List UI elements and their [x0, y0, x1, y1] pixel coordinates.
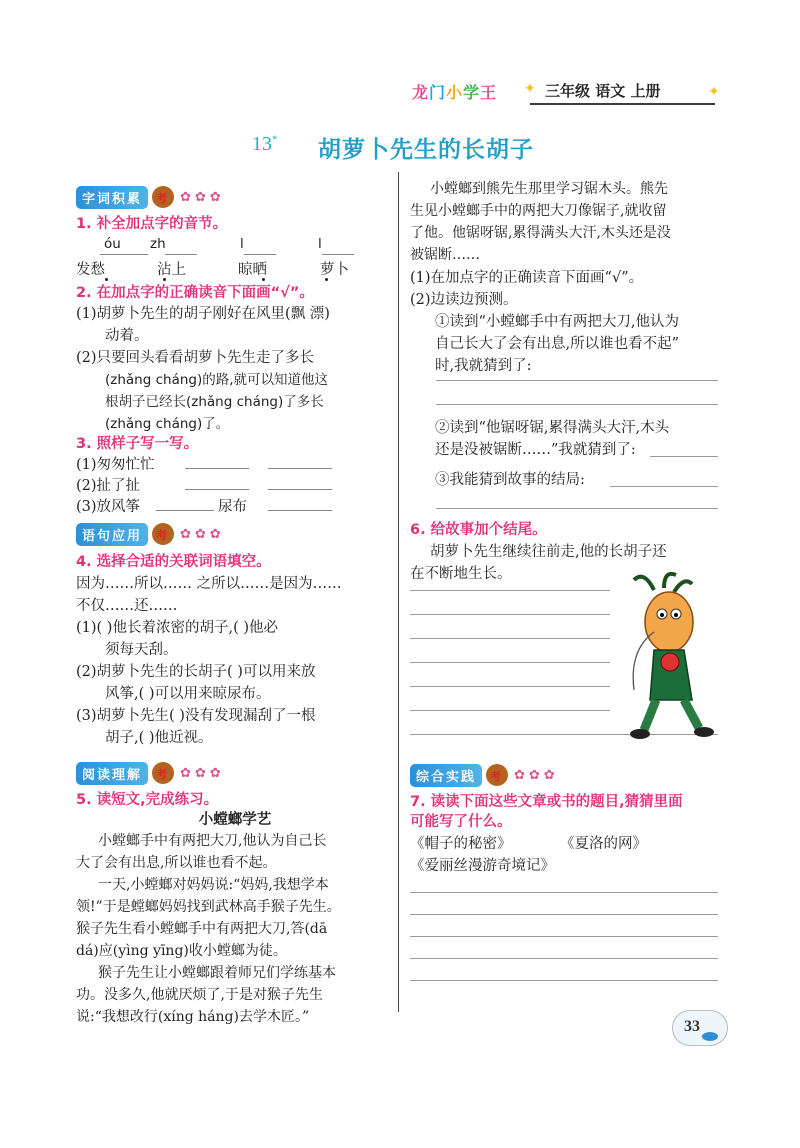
page-number: 33 [684, 1018, 700, 1035]
star-icon: ✦ [524, 81, 536, 97]
sub-question: 自己长大了会有出息,所以谁也看不起” [435, 336, 680, 352]
example-text: (1)匆匆忙忙 [76, 457, 155, 473]
answer-line[interactable] [100, 254, 148, 255]
section-badge [410, 764, 559, 786]
butterfly-icon: ✿✿✿ [514, 767, 559, 783]
star-icon: ✦ [708, 84, 720, 100]
answer-line[interactable] [165, 254, 197, 255]
question-1-head: 1. 补全加点字的音节。 [76, 216, 228, 232]
word: 发愁 [76, 262, 105, 278]
answer-line[interactable] [410, 958, 718, 959]
section-badge [76, 762, 225, 784]
bear-icon: 考 [486, 764, 508, 786]
question-7-head-cont: 可能写了什么。 [410, 814, 512, 830]
question-text: 根胡子已经长(zhǎng cháng)了多长 [105, 394, 324, 410]
question-text: (1)胡萝卜先生的胡子刚好在风里(飘 漂) [76, 306, 330, 322]
question-7-head: 7. 读读下面这些文章或书的题目,猜猜里面 [410, 794, 683, 810]
column-divider [398, 172, 399, 1012]
question-text: (3)胡萝卜先生( )没有发现漏刮了一根 [76, 708, 316, 724]
answer-line[interactable] [185, 489, 249, 490]
sub-question: ③我能猜到故事的结局: [435, 472, 585, 488]
answer-line[interactable] [410, 590, 610, 591]
section-badge [76, 523, 225, 545]
option-list: 因为……所以…… 之所以……是因为…… [76, 576, 342, 592]
story-title: 小螳螂学艺 [198, 812, 272, 828]
story-text: 说:“我想改行(xíng háng)去学木匠。” [76, 1009, 310, 1025]
question-text: 胡子,( )他近视。 [105, 730, 213, 746]
story-text: 功。没多久,他就厌烦了,于是对猴子先生 [76, 987, 323, 1003]
question-text: 动着。 [105, 328, 149, 344]
page-number-bubble [672, 1010, 728, 1046]
story-text: 生见小螳螂手中的两把大刀像锯子,就收留 [410, 203, 667, 219]
question-text: (zhǎng cháng)的路,就可以知道他这 [105, 372, 329, 388]
section-badge [76, 186, 225, 208]
question-text: (2)胡萝卜先生的长胡子( )可以用来放 [76, 664, 316, 680]
question-5-head: 5. 读短文,完成练习。 [76, 792, 219, 808]
answer-line[interactable] [610, 486, 718, 487]
answer-line[interactable] [185, 468, 249, 469]
fish-icon [702, 1032, 718, 1041]
question-3-head: 3. 照样子写一写。 [76, 436, 199, 452]
question-text: (1)( )他长着浓密的胡子,( )他必 [76, 620, 278, 636]
sub-question: (1)在加点字的正确读音下面画“√”。 [410, 270, 644, 286]
example-text: (3)放风筝 [76, 499, 141, 515]
prompt-text: 在不断地生长。 [410, 566, 512, 582]
word: 晾晒 [238, 262, 267, 278]
emphasis-dot [325, 278, 328, 281]
answer-line[interactable] [410, 914, 718, 915]
answer-line[interactable] [436, 404, 718, 405]
section-label: 语句应用 [76, 523, 148, 546]
bear-icon: 考 [152, 523, 174, 545]
brand-char: 小 [446, 83, 464, 102]
question-4-head: 4. 选择合适的关联词语填空。 [76, 554, 271, 570]
question-6-head: 6. 给故事加个结尾。 [410, 522, 547, 538]
answer-line[interactable] [436, 380, 718, 381]
pinyin-hint: óu [104, 236, 121, 252]
brand-char: 学 [463, 83, 481, 102]
sub-question: 时,我就猜到了: [435, 358, 532, 374]
pinyin-hint: l [240, 236, 244, 252]
story-text: 猴子先生让小螳螂跟着师兄们学练基本 [98, 965, 336, 981]
answer-line[interactable] [156, 510, 214, 511]
section-label: 阅读理解 [76, 762, 148, 785]
story-text: 大了会有出息,所以谁也看不起。 [76, 855, 277, 871]
word: 萝卜 [320, 262, 349, 278]
book-title: 《帽子的秘密》 [410, 836, 512, 852]
brand-char: 龙 [412, 83, 430, 102]
example-text: 尿布 [218, 499, 247, 515]
answer-line[interactable] [322, 254, 354, 255]
lesson-number: 13* [252, 133, 278, 155]
brand-char: 门 [429, 83, 447, 102]
answer-line[interactable] [268, 468, 332, 469]
answer-line[interactable] [410, 614, 610, 615]
answer-line[interactable] [410, 892, 718, 893]
word: 沾上 [157, 262, 186, 278]
answer-line[interactable] [436, 508, 718, 509]
story-text: 被锯断…… [410, 247, 480, 263]
example-text: (2)扯了扯 [76, 478, 141, 494]
answer-line[interactable] [268, 510, 332, 511]
story-text: 小螳螂到熊先生那里学习锯木头。熊先 [430, 181, 668, 197]
carrot-man-illustration [614, 570, 724, 750]
story-text: 领!”于是螳螂妈妈找到武林高手猴子先生。 [76, 899, 341, 915]
header-rule [530, 103, 715, 105]
answer-line[interactable] [410, 686, 610, 687]
question-text: (zhǎng cháng)了。 [105, 416, 230, 432]
answer-line[interactable] [244, 254, 276, 255]
option-list: 不仅……还…… [76, 598, 178, 614]
sub-question: 还是没被锯断……”我就猜到了: [435, 442, 636, 458]
butterfly-icon: ✿✿✿ [180, 526, 225, 542]
question-text: 须每天刮。 [105, 642, 178, 658]
grade-label: 三年级 语文 上册 [545, 82, 661, 100]
sub-question: ①读到“小螳螂手中有两把大刀,他认为 [435, 314, 680, 330]
sub-question: ②读到“他锯呀锯,累得满头大汗,木头 [435, 420, 670, 436]
pinyin-hint: zh [150, 236, 166, 252]
section-label: 字词积累 [76, 186, 148, 209]
question-2-head: 2. 在加点字的正确读音下面画“√”。 [76, 285, 314, 301]
story-text: 猴子先生看小螳螂手中有两把大刀,答(dā [76, 921, 328, 937]
story-text: 小螳螂手中有两把大刀,他认为自己长 [98, 833, 327, 849]
pinyin-hint: l [318, 236, 322, 252]
bear-icon: 考 [152, 762, 174, 784]
answer-line[interactable] [410, 710, 610, 711]
answer-line[interactable] [268, 489, 332, 490]
brand-char: 王 [480, 83, 498, 102]
story-text: 了他。他锯呀锯,累得满头大汗,木头还是没 [410, 225, 671, 241]
answer-line[interactable] [410, 662, 610, 663]
question-text: (2)只要回头看看胡萝卜先生走了多长 [76, 350, 315, 366]
sub-question: (2)边读边预测。 [410, 292, 518, 308]
answer-line[interactable] [650, 456, 718, 457]
question-text: 风筝,( )可以用来晾尿布。 [105, 686, 271, 702]
story-text: 一天,小螳螂对妈妈说:“妈妈,我想学本 [98, 877, 329, 893]
answer-line[interactable] [410, 936, 718, 937]
butterfly-icon: ✿✿✿ [180, 765, 225, 781]
book-title: 《爱丽丝漫游奇境记》 [410, 858, 555, 874]
bear-icon: 考 [152, 186, 174, 208]
answer-line[interactable] [410, 638, 610, 639]
story-text: dá)应(yìng yīng)收小螳螂为徒。 [76, 943, 287, 959]
answer-line[interactable] [410, 980, 718, 981]
prompt-text: 胡萝卜先生继续往前走,他的长胡子还 [430, 544, 667, 560]
brand-logo [412, 80, 497, 103]
book-title: 《夏洛的网》 [560, 836, 647, 852]
butterfly-icon: ✿✿✿ [180, 189, 225, 205]
page-title: 胡萝卜先生的长胡子 [318, 137, 534, 163]
section-label: 综合实践 [410, 764, 482, 787]
